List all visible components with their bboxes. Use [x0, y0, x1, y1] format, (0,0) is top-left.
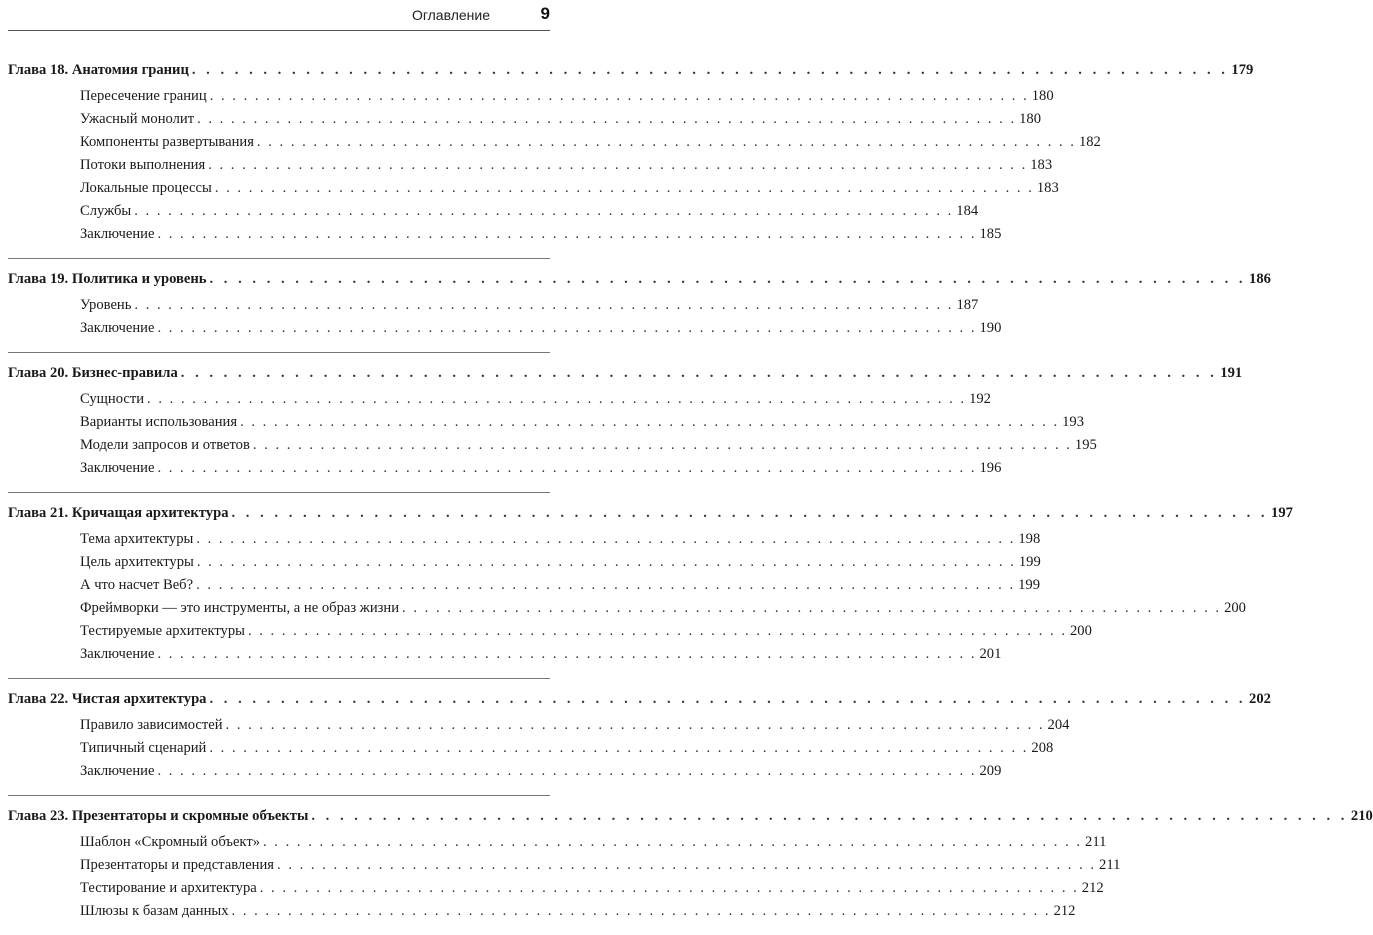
section-entry-title: Шаблон «Скромный объект»	[80, 834, 260, 850]
dot-leader: . . . . . . . . . . . . . . . . . . . . . . . . . . . . . . . . . . . . . . . . . . . . . . . . . . . . . . . . . . . . . . . . . . . . . . . . .	[311, 808, 1348, 824]
chapter-entry-title: Глава 18. Анатомия границ	[8, 62, 189, 78]
section-entry[interactable]	[8, 226, 1002, 249]
dot-leader: . . . . . . . . . . . . . . . . . . . . . . . . . . . . . . . . . . . . . . . . . . . . . . . . . . . . . . . . . . . . . . . . . . . . . . . . .	[157, 646, 977, 662]
section-entry-title: Заключение	[80, 646, 155, 662]
section-entry-page: 195	[1074, 437, 1097, 453]
section-entry[interactable]	[8, 180, 1059, 203]
running-header	[8, 0, 550, 31]
dot-leader: . . . . . . . . . . . . . . . . . . . . . . . . . . . . . . . . . . . . . . . . . . . . . . . . . . . . . . . . . . . . . . . . . . . . . . . . .	[196, 554, 1016, 570]
section-entry-title: Заключение	[80, 226, 155, 242]
chapter-entry[interactable]	[8, 62, 1254, 86]
section-entry[interactable]	[8, 88, 1054, 111]
section-entry-page: 199	[1018, 554, 1041, 570]
section-entry-page: 211	[1085, 834, 1107, 850]
section-entry-page: 190	[979, 320, 1002, 336]
section-entry-page: 183	[1036, 180, 1059, 196]
section-entry-page: 199	[1018, 577, 1041, 593]
dot-leader: . . . . . . . . . . . . . . . . . . . . . . . . . . . . . . . . . . . . . . . . . . . . . . . . . . . . . . . . . . . . . . . . . . . . . . . . .	[157, 460, 977, 476]
section-entry-title: Локальные процессы	[80, 180, 212, 196]
dot-leader: . . . . . . . . . . . . . . . . . . . . . . . . . . . . . . . . . . . . . . . . . . . . . . . . . . . . . . . . . . . . . . . . . . . . . . . . .	[134, 203, 954, 219]
section-entry-page: 208	[1031, 740, 1054, 756]
chapter-divider	[8, 352, 550, 353]
section-entry-page: 185	[979, 226, 1002, 242]
dot-leader: . . . . . . . . . . . . . . . . . . . . . . . . . . . . . . . . . . . . . . . . . . . . . . . . . . . . . . . . . . . . . . . . . . . . . . . . .	[259, 880, 1079, 896]
section-entry-page: 212	[1081, 880, 1104, 896]
dot-leader: . . . . . . . . . . . . . . . . . . . . . . . . . . . . . . . . . . . . . . . . . . . . . . . . . . . . . . . . . . . . . . . . . . . . . . . . .	[231, 505, 1269, 521]
section-entry-title: Сущности	[80, 391, 145, 407]
section-entry[interactable]	[8, 157, 1053, 180]
dot-leader: . . . . . . . . . . . . . . . . . . . . . . . . . . . . . . . . . . . . . . . . . . . . . . . . . . . . . . . . . . . . . . . . . . . . . . . . .	[209, 691, 1247, 707]
header-title: Оглавление	[411, 7, 490, 23]
section-entry-title: Варианты использования	[80, 414, 238, 430]
chapter-entry-page: 197	[1271, 505, 1293, 521]
section-entry-title: Модели запросов и ответов	[80, 437, 250, 453]
section-entry[interactable]	[8, 554, 1041, 577]
chapter-divider	[8, 678, 550, 679]
dot-leader: . . . . . . . . . . . . . . . . . . . . . . . . . . . . . . . . . . . . . . . . . . . . . . . . . . . . . . . . . . . . . . . . . . . . . . . . .	[277, 857, 1097, 873]
toc-chapter	[8, 258, 1271, 343]
section-entry-page: 204	[1047, 717, 1070, 733]
section-entry[interactable]	[8, 623, 1092, 646]
section-entry[interactable]	[8, 903, 1076, 926]
section-entry-title: А что насчет Веб?	[80, 577, 194, 593]
dot-leader: . . . . . . . . . . . . . . . . . . . . . . . . . . . . . . . . . . . . . . . . . . . . . . . . . . . . . . . . . . . . . . . . . . . . . . . . .	[209, 271, 1247, 287]
dot-leader: . . . . . . . . . . . . . . . . . . . . . . . . . . . . . . . . . . . . . . . . . . . . . . . . . . . . . . . . . . . . . . . . . . . . . . . . .	[209, 88, 1029, 104]
toc-chapter	[8, 678, 1271, 786]
section-entry[interactable]	[8, 414, 1084, 437]
section-entry-title: Тестируемые архитектуры	[80, 623, 245, 639]
section-entry-page: 201	[979, 646, 1002, 662]
section-entry[interactable]	[8, 437, 1097, 460]
section-entry-title: Типичный сценарий	[80, 740, 207, 756]
dot-leader: . . . . . . . . . . . . . . . . . . . . . . . . . . . . . . . . . . . . . . . . . . . . . . . . . . . . . . . . . . . . . . . . . . . . . . . . .	[240, 414, 1060, 430]
chapter-entry-page: 210	[1350, 808, 1373, 824]
section-entry-page: 192	[969, 391, 991, 407]
section-entry[interactable]	[8, 600, 1246, 623]
section-entry-page: 209	[979, 763, 1002, 779]
dot-leader: . . . . . . . . . . . . . . . . . . . . . . . . . . . . . . . . . . . . . . . . . . . . . . . . . . . . . . . . . . . . . . . . . . . . . . . . .	[157, 763, 977, 779]
dot-leader: . . . . . . . . . . . . . . . . . . . . . . . . . . . . . . . . . . . . . . . . . . . . . . . . . . . . . . . . . . . . . . . . . . . . . . . . .	[191, 62, 1229, 78]
section-entry-title: Ужасный монолит	[80, 111, 195, 127]
section-entry-title: Шлюзы к базам данных	[80, 903, 229, 919]
section-entry-title: Презентаторы и представления	[80, 857, 275, 873]
dot-leader: . . . . . . . . . . . . . . . . . . . . . . . . . . . . . . . . . . . . . . . . . . . . . . . . . . . . . . . . . . . . . . . . . . . . . . . . .	[180, 365, 1218, 381]
section-entry-page: 198	[1018, 531, 1041, 547]
section-entry-title: Фреймворки — это инструменты, а не образ жизни	[80, 600, 400, 616]
chapter-entry[interactable]	[8, 365, 1243, 389]
chapter-entry[interactable]	[8, 271, 1271, 295]
section-entry[interactable]	[8, 297, 979, 320]
section-entry-title: Цель архитектуры	[80, 554, 194, 570]
dot-leader: . . . . . . . . . . . . . . . . . . . . . . . . . . . . . . . . . . . . . . . . . . . . . . . . . . . . . . . . . . . . . . . . . . . . . . . . .	[214, 180, 1034, 196]
chapter-entry-title: Глава 23. Презентаторы и скромные объекты	[8, 808, 309, 824]
dot-leader: . . . . . . . . . . . . . . . . . . . . . . . . . . . . . . . . . . . . . . . . . . . . . . . . . . . . . . . . . . . . . . . . . . . . . . . . .	[196, 531, 1016, 547]
section-entry[interactable]	[8, 320, 1002, 343]
section-entry[interactable]	[8, 203, 979, 226]
section-entry[interactable]	[8, 763, 1002, 786]
chapter-entry-title: Глава 21. Кричащая архитектура	[8, 505, 229, 521]
chapter-divider	[8, 795, 550, 796]
chapter-entry-title: Глава 22. Чистая архитектура	[8, 691, 207, 707]
section-entry[interactable]	[8, 111, 1041, 134]
section-entry[interactable]	[8, 880, 1104, 903]
table-of-contents	[8, 62, 1373, 935]
section-entry[interactable]	[8, 134, 1101, 157]
toc-chapter	[8, 492, 1293, 669]
section-entry-title: Уровень	[80, 297, 132, 313]
section-entry[interactable]	[8, 717, 1070, 740]
chapter-entry-page: 186	[1249, 271, 1271, 287]
chapter-entry-page: 191	[1220, 365, 1243, 381]
toc-chapter	[8, 795, 1373, 926]
chapter-divider	[8, 492, 550, 493]
section-entry-page: 180	[1019, 111, 1041, 127]
section-entry-title: Службы	[80, 203, 132, 219]
section-entry[interactable]	[8, 857, 1121, 880]
section-entry-page: 211	[1099, 857, 1121, 873]
header-page-number: 9	[540, 4, 550, 23]
section-entry[interactable]	[8, 646, 1002, 669]
dot-leader: . . . . . . . . . . . . . . . . . . . . . . . . . . . . . . . . . . . . . . . . . . . . . . . . . . . . . . . . . . . . . . . . . . . . . . . . .	[256, 134, 1076, 150]
dot-leader: . . . . . . . . . . . . . . . . . . . . . . . . . . . . . . . . . . . . . . . . . . . . . . . . . . . . . . . . . . . . . . . . . . . . . . . . .	[225, 717, 1045, 733]
dot-leader: . . . . . . . . . . . . . . . . . . . . . . . . . . . . . . . . . . . . . . . . . . . . . . . . . . . . . . . . . . . . . . . . . . . . . . . . .	[157, 226, 977, 242]
section-entry-page: 193	[1062, 414, 1084, 430]
section-entry-page: 212	[1053, 903, 1076, 919]
section-entry-page: 187	[956, 297, 979, 313]
dot-leader: . . . . . . . . . . . . . . . . . . . . . . . . . . . . . . . . . . . . . . . . . . . . . . . . . . . . . . . . . . . . . . . . . . . . . . . . .	[208, 157, 1028, 173]
dot-leader: . . . . . . . . . . . . . . . . . . . . . . . . . . . . . . . . . . . . . . . . . . . . . . . . . . . . . . . . . . . . . . . . . . . . . . . . .	[252, 437, 1072, 453]
dot-leader: . . . . . . . . . . . . . . . . . . . . . . . . . . . . . . . . . . . . . . . . . . . . . . . . . . . . . . . . . . . . . . . . . . . . . . . . .	[197, 111, 1017, 127]
section-entry-title: Заключение	[80, 763, 155, 779]
section-entry-page: 196	[979, 460, 1002, 476]
section-entry[interactable]	[8, 577, 1041, 600]
chapter-entry[interactable]	[8, 808, 1373, 832]
chapter-entry[interactable]	[8, 691, 1271, 715]
dot-leader: . . . . . . . . . . . . . . . . . . . . . . . . . . . . . . . . . . . . . . . . . . . . . . . . . . . . . . . . . . . . . . . . . . . . . . . . .	[263, 834, 1083, 850]
section-entry-page: 184	[956, 203, 979, 219]
section-entry[interactable]	[8, 834, 1107, 857]
chapter-entry-page: 202	[1249, 691, 1271, 707]
section-entry-title: Тема архитектуры	[80, 531, 194, 547]
section-entry-title: Правило зависимостей	[80, 717, 223, 733]
chapter-entry[interactable]	[8, 505, 1293, 529]
section-entry-page: 200	[1069, 623, 1092, 639]
section-entry-title: Заключение	[80, 460, 155, 476]
toc-chapter	[8, 352, 1243, 483]
dot-leader: . . . . . . . . . . . . . . . . . . . . . . . . . . . . . . . . . . . . . . . . . . . . . . . . . . . . . . . . . . . . . . . . . . . . . . . . .	[402, 600, 1222, 616]
section-entry-page: 183	[1030, 157, 1053, 173]
chapter-entry-page: 179	[1231, 62, 1254, 78]
toc-chapter	[8, 62, 1254, 249]
section-entry-page: 182	[1078, 134, 1101, 150]
section-entry-page: 200	[1224, 600, 1246, 616]
section-entry[interactable]	[8, 391, 991, 414]
section-entry-title: Компоненты развертывания	[80, 134, 254, 150]
dot-leader: . . . . . . . . . . . . . . . . . . . . . . . . . . . . . . . . . . . . . . . . . . . . . . . . . . . . . . . . . . . . . . . . . . . . . . . . .	[231, 903, 1051, 919]
dot-leader: . . . . . . . . . . . . . . . . . . . . . . . . . . . . . . . . . . . . . . . . . . . . . . . . . . . . . . . . . . . . . . . . . . . . . . . . .	[157, 320, 977, 336]
chapter-entry-title: Глава 19. Политика и уровень	[8, 271, 207, 287]
section-entry-title: Тестирование и архитектура	[80, 880, 257, 896]
section-entry[interactable]	[8, 531, 1041, 554]
section-entry-page: 180	[1031, 88, 1054, 104]
dot-leader: . . . . . . . . . . . . . . . . . . . . . . . . . . . . . . . . . . . . . . . . . . . . . . . . . . . . . . . . . . . . . . . . . . . . . . . . .	[134, 297, 954, 313]
dot-leader: . . . . . . . . . . . . . . . . . . . . . . . . . . . . . . . . . . . . . . . . . . . . . . . . . . . . . . . . . . . . . . . . . . . . . . . . .	[196, 577, 1016, 593]
section-entry-title: Заключение	[80, 320, 155, 336]
chapter-divider	[8, 258, 550, 259]
section-entry[interactable]	[8, 460, 1002, 483]
dot-leader: . . . . . . . . . . . . . . . . . . . . . . . . . . . . . . . . . . . . . . . . . . . . . . . . . . . . . . . . . . . . . . . . . . . . . . . . .	[247, 623, 1067, 639]
chapter-entry-title: Глава 20. Бизнес-правила	[8, 365, 178, 381]
section-entry[interactable]	[8, 740, 1054, 763]
dot-leader: . . . . . . . . . . . . . . . . . . . . . . . . . . . . . . . . . . . . . . . . . . . . . . . . . . . . . . . . . . . . . . . . . . . . . . . . .	[209, 740, 1029, 756]
dot-leader: . . . . . . . . . . . . . . . . . . . . . . . . . . . . . . . . . . . . . . . . . . . . . . . . . . . . . . . . . . . . . . . . . . . . . . . . .	[147, 391, 967, 407]
section-entry-title: Потоки выполнения	[80, 157, 206, 173]
section-entry-title: Пересечение границ	[80, 88, 207, 104]
